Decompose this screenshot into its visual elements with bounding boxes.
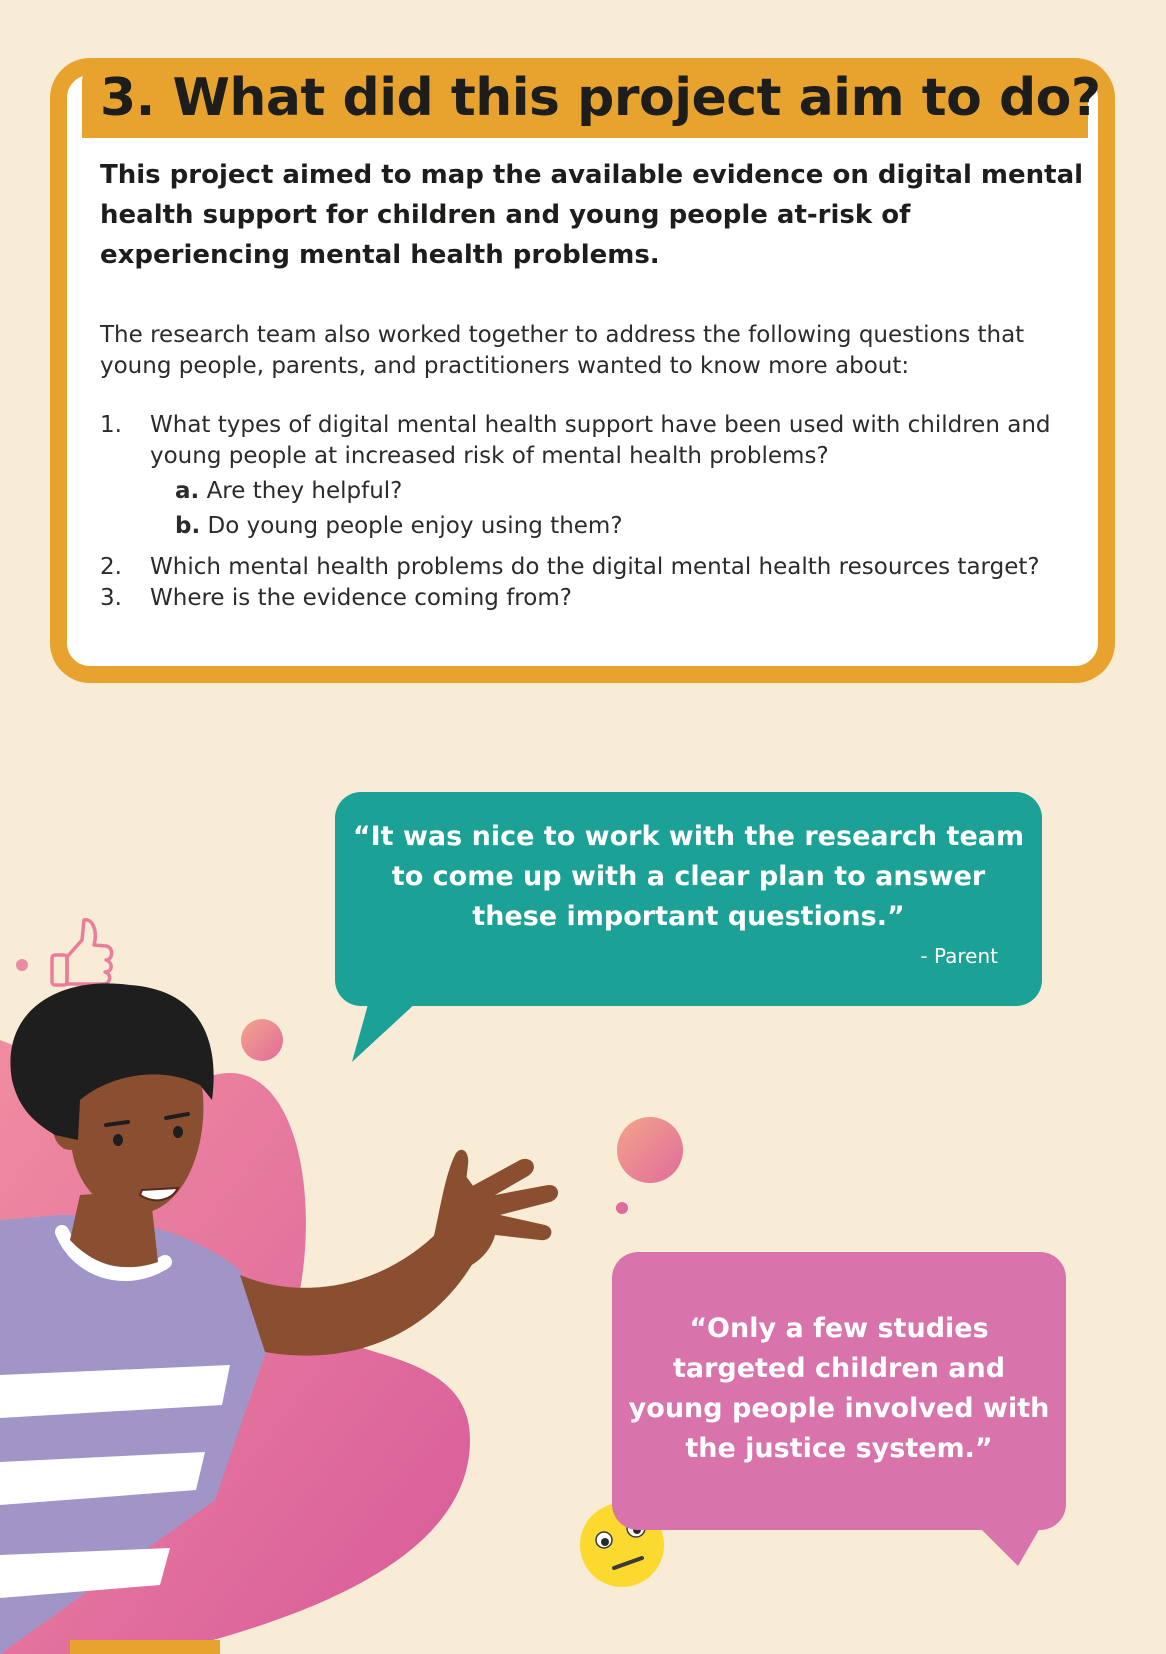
gradient-ball — [617, 1117, 683, 1183]
sub-list-item — [150, 511, 1080, 542]
section-title: 3. What did this project aim to do? — [100, 68, 1101, 128]
list-number: 2. — [100, 554, 122, 580]
sub-question-text: Are they helpful? — [206, 478, 403, 504]
parent-quote-bubble — [335, 792, 1042, 1006]
sub-list-item — [150, 476, 1080, 507]
pink-bubble-tail — [980, 1528, 1040, 1566]
question-text: What types of digital mental health support have been used with children and young people at increased risk of mental health problems? — [150, 412, 1051, 469]
sub-letter: b. — [175, 513, 201, 539]
person-waistband — [70, 1640, 220, 1654]
small-dot — [616, 1202, 628, 1214]
list-number: 1. — [100, 412, 122, 438]
parent-quote-text: “It was nice to work with the research team to come up with a clear plan to answer these important questions.” — [352, 821, 1025, 932]
sub-letter: a. — [175, 478, 200, 504]
justice-quote-bubble — [612, 1252, 1066, 1530]
list-item — [100, 552, 1080, 583]
quote-attribution: - Parent — [920, 944, 998, 968]
questions-list — [100, 410, 1080, 614]
person-hand — [432, 1150, 558, 1270]
question-text: Which mental health problems do the digital mental health resources target? — [150, 554, 1040, 580]
small-dot — [16, 959, 28, 971]
list-number: 3. — [100, 585, 122, 611]
justice-quote-text: “Only a few studies targeted children and young people involved with the justice system.” — [628, 1313, 1050, 1464]
person-eye — [113, 1134, 123, 1146]
question-text: Where is the evidence coming from? — [150, 585, 572, 611]
gradient-ball — [241, 1019, 283, 1061]
person-eye — [173, 1126, 183, 1138]
lead-paragraph: This project aimed to map the available evidence on digital mental health support for children and young people at-risk of experiencing mental health problems. — [100, 160, 1084, 270]
list-item — [100, 410, 1080, 542]
list-item — [100, 583, 1080, 614]
intro-paragraph: The research team also worked together to address the following questions that young people, parents, and practitioners wanted to know more about: — [100, 322, 1025, 379]
sub-question-text: Do young people enjoy using them? — [207, 513, 623, 539]
thumbs-up-icon — [52, 920, 112, 985]
